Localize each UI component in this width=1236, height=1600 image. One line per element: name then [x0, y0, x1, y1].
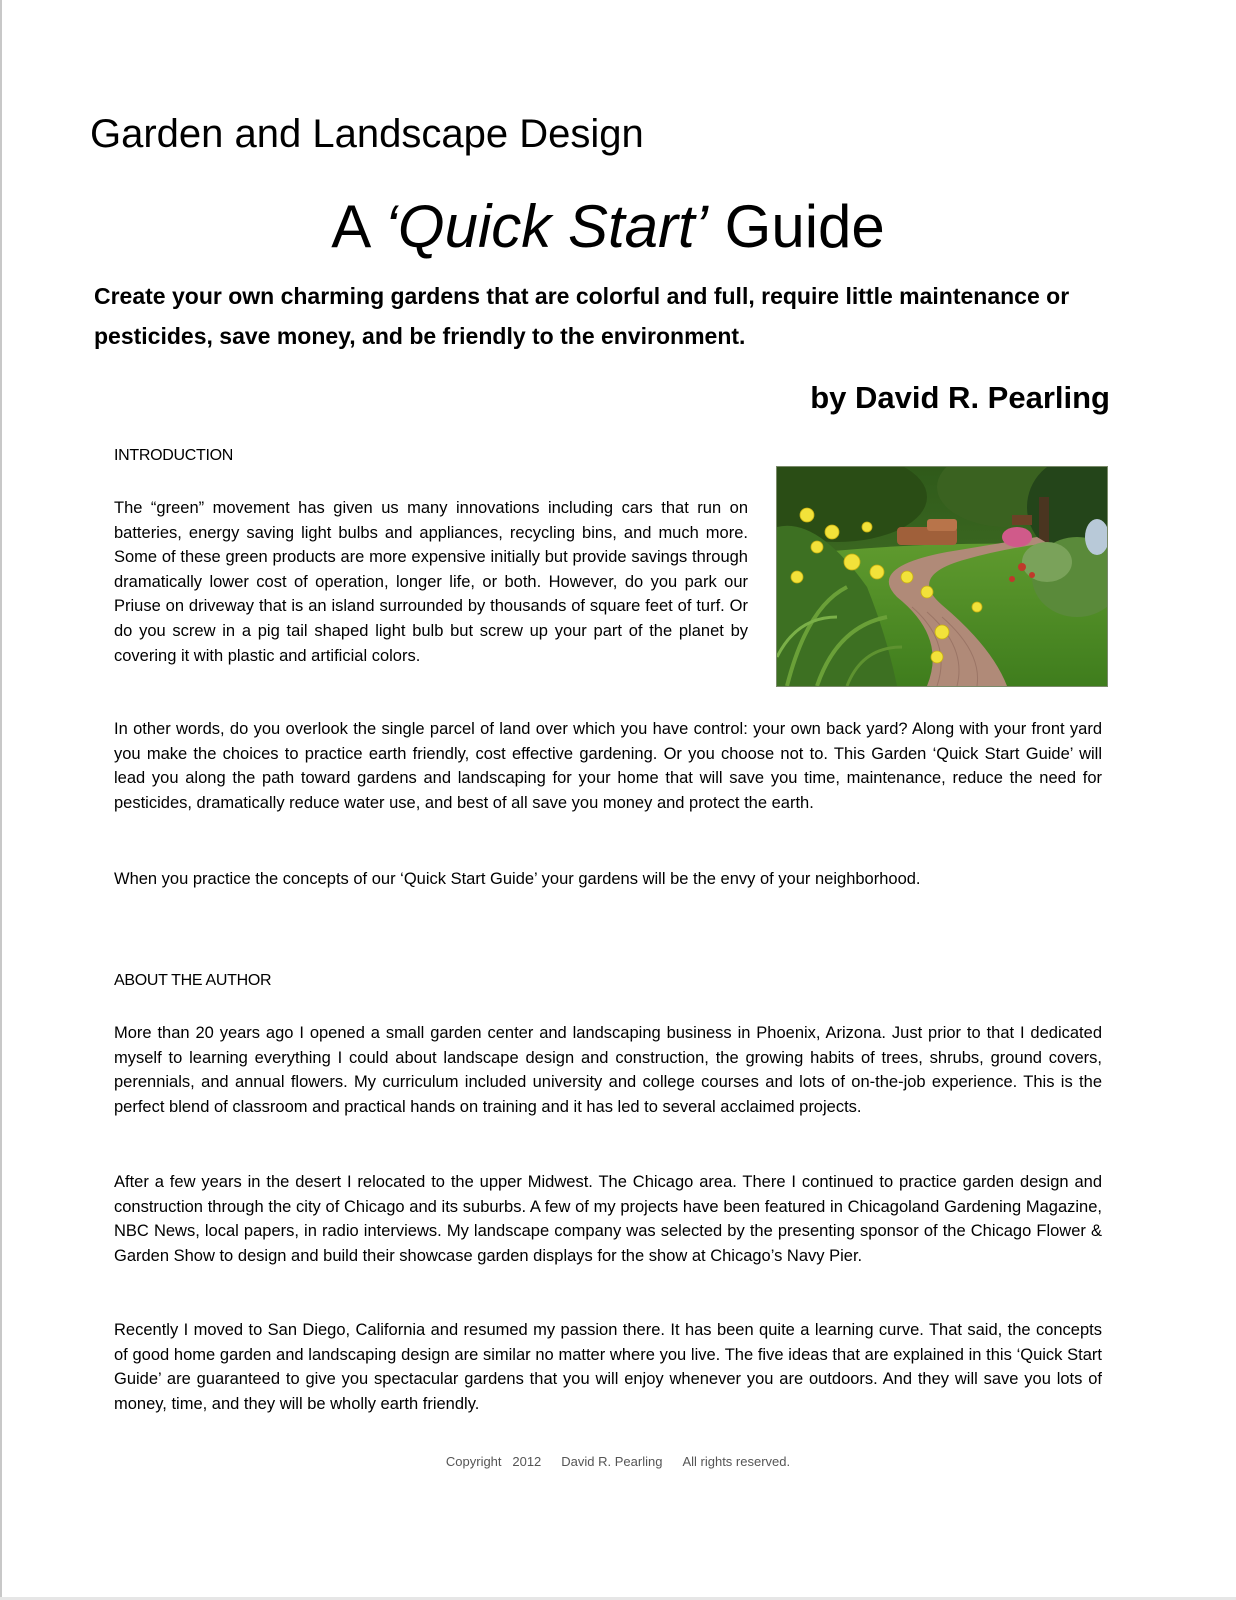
byline: by David R. Pearling — [810, 380, 1110, 415]
footer-copyright: Copyright 2012 — [445, 1454, 542, 1469]
about-heading: ABOUT THE AUTHOR — [114, 972, 272, 989]
footer-rights: All rights reserved. — [682, 1454, 791, 1469]
garden-path-photo — [776, 466, 1108, 687]
title-prefix: A — [331, 193, 385, 260]
footer-author: David R. Pearling — [561, 1454, 663, 1469]
garden-photo-illustration — [777, 467, 1107, 686]
intro-paragraph-1: The “green” movement has given us many innovations including cars that run on batteries, energy saving light bulbs and appliances, recycling bins, and much more. Some of these green products are more expensive initially but provide savings through dramatically lower cost of operation, longer life, or both. However, do you park our Priuse on driveway that is an island surrounded by thousands of square feet of turf. Or do you screw in a pig tail shaped light bulb but screw up your part of the planet by covering it with plastic and artificial colors. — [114, 499, 748, 665]
about-paragraph-1: More than 20 years ago I opened a small garden center and landscaping business in Phoenix, Arizona. Just prior to that I dedicated myself to learning everything I could about landscape design and construction, the growing habits of trees, shrubs, ground covers, perennials, and annual flowers. My curriculum included university and college courses and lots of on-the-job experience. This is the perfect blend of classroom and practical hands on training and it has led to several acclaimed projects. — [114, 1024, 1102, 1116]
about-paragraph-2: After a few years in the desert I relocated to the upper Midwest. The Chicago area. There I continued to practice garden design and construction through the city of Chicago and its suburbs. A few of my projects have been featured in Chicagoland Gardening Magazine, NBC News, local papers, in radio interviews. My landscape company was selected by the presenting sponsor of the Chicago Flower & Garden Show to design and build their showcase garden displays for the show at Chicago’s Navy Pier. — [114, 1173, 1102, 1265]
intro-paragraph-3: When you practice the concepts of our ‘Quick Start Guide’ your gardens will be the envy of your neighborhood. — [114, 870, 921, 888]
footer — [0, 1454, 1236, 1469]
intro-paragraph-2: In other words, do you overlook the single parcel of land over which you have control: your own back yard? Along with your front yard you make the choices to practice earth friendly, cost effective gardening. Or you choose not to. This Garden ‘Quick Start Guide’ will lead you along the path toward gardens and landscaping for your home that will save you time, maintenance, reduce the need for pesticides, dramatically reduce water use, and best of all save you money and protect the earth. — [114, 720, 1102, 812]
title-italic: ‘Quick Start’ — [384, 193, 709, 260]
about-paragraph-3: Recently I moved to San Diego, California and resumed my passion there. It has been quite a learning curve. That said, the concepts of good home garden and landscaping design are similar no matter where you live. The five ideas that are explained in this ‘Quick Start Guide’ are guaranteed to give you spectacular gardens that you will enjoy whenever you are outdoors. And they will save you lots of money, time, and they will be wholly earth friendly. — [114, 1321, 1102, 1413]
title-suffix: Guide — [708, 193, 885, 260]
tagline: Create your own charming gardens that are colorful and full, require little maintenance or pesticides, save money, and be friendly to the environment. — [94, 283, 1070, 349]
introduction-heading: INTRODUCTION — [114, 447, 234, 464]
series-title: Garden and Landscape Design — [90, 112, 644, 156]
page-title — [0, 192, 1216, 261]
